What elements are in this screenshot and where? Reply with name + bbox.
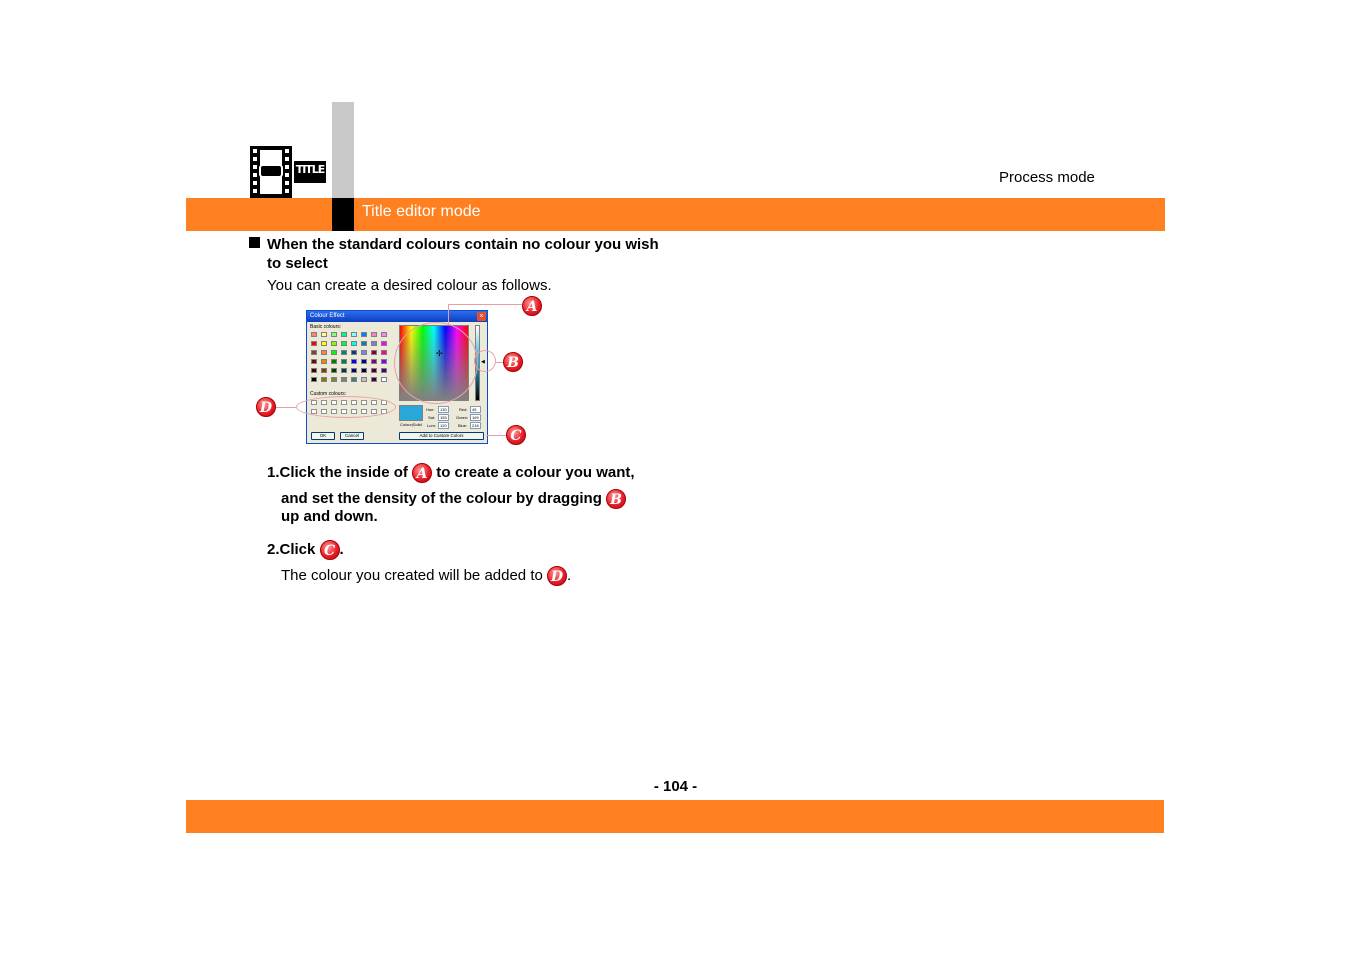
step-1-line-1 — [267, 463, 635, 483]
red-label: Red: — [459, 407, 468, 412]
step-1-text-b: to create a colour you want, — [436, 463, 635, 481]
basic-colour-swatch[interactable] — [351, 368, 357, 373]
result-text — [281, 566, 571, 586]
basic-colour-swatch[interactable] — [311, 368, 317, 373]
basic-colour-swatch[interactable] — [381, 359, 387, 364]
header-black-tab — [332, 198, 354, 231]
basic-colour-swatch[interactable] — [321, 332, 327, 337]
callout-marker-c: C — [506, 425, 526, 445]
green-label: Green: — [456, 415, 469, 420]
basic-colour-swatch[interactable] — [311, 359, 317, 364]
basic-colour-swatch[interactable] — [381, 350, 387, 355]
intro-text: You can create a desired colour as follows. — [267, 277, 552, 294]
basic-colour-swatch[interactable] — [361, 359, 367, 364]
basic-colour-swatch[interactable] — [331, 332, 337, 337]
step-1-line-3: up and down. — [281, 508, 378, 525]
callout-a-line-vertical — [448, 304, 449, 324]
basic-colour-swatch[interactable] — [321, 350, 327, 355]
footer-bar — [186, 800, 1164, 833]
hue-label: Hue: — [426, 407, 435, 412]
basic-colour-swatch[interactable] — [351, 350, 357, 355]
blue-field[interactable]: 216 — [470, 422, 481, 429]
step-2-marker-c: C — [320, 540, 340, 560]
basic-colour-swatch[interactable] — [321, 368, 327, 373]
sat-field[interactable]: 155 — [438, 414, 449, 421]
basic-colour-swatch[interactable] — [371, 377, 377, 382]
basic-colour-swatch[interactable] — [331, 359, 337, 364]
basic-colour-swatch[interactable] — [351, 359, 357, 364]
basic-colour-swatch[interactable] — [351, 332, 357, 337]
basic-colour-swatch[interactable] — [371, 350, 377, 355]
callout-d-line — [276, 407, 296, 408]
callout-b-outline — [474, 350, 496, 372]
result-suffix: . — [567, 566, 572, 584]
section-heading: When the standard colours contain no colour you wish to select — [267, 236, 659, 272]
dialog-titlebar — [307, 311, 487, 322]
blue-label: Blue: — [458, 423, 468, 428]
custom-colours-label: Custom colours: — [310, 391, 347, 397]
hue-field[interactable]: 130 — [438, 406, 449, 413]
callout-c-line — [486, 435, 506, 436]
dialog-title: Colour Effect — [310, 313, 345, 319]
dialog-close-icon[interactable]: × — [477, 312, 486, 321]
lum-label: Lum: — [427, 423, 436, 428]
callout-d-outline — [296, 396, 396, 418]
basic-colour-swatch[interactable] — [311, 341, 317, 346]
heading-bullet-icon — [249, 237, 260, 248]
basic-colour-swatch[interactable] — [311, 377, 317, 382]
basic-colour-swatch[interactable] — [321, 341, 327, 346]
basic-colour-swatch[interactable] — [361, 332, 367, 337]
step-2-suffix: . — [339, 540, 344, 558]
basic-colour-swatch[interactable] — [361, 350, 367, 355]
basic-colour-swatch[interactable] — [361, 377, 367, 382]
basic-colour-swatch[interactable] — [371, 368, 377, 373]
basic-colour-swatch[interactable] — [361, 368, 367, 373]
basic-colour-swatch[interactable] — [321, 377, 327, 382]
add-to-custom-colors-button[interactable]: Add to Custom Colors — [399, 432, 484, 440]
callout-marker-d: D — [256, 397, 276, 417]
basic-colour-swatch[interactable] — [381, 341, 387, 346]
step-1-marker-b: B — [606, 489, 626, 509]
step-2-text: 2.Click — [267, 540, 316, 558]
green-field[interactable]: 169 — [470, 414, 481, 421]
basic-colour-swatch[interactable] — [331, 350, 337, 355]
lum-field[interactable]: 120 — [438, 422, 449, 429]
logo-text: TITLE — [295, 163, 325, 176]
callout-marker-a: A — [522, 296, 542, 316]
basic-colour-swatch[interactable] — [311, 332, 317, 337]
step-1-marker-a: A — [412, 463, 432, 483]
basic-colour-swatch[interactable] — [381, 377, 387, 382]
callout-marker-b: B — [503, 352, 523, 372]
basic-colours-label: Basic colours: — [310, 324, 342, 330]
step-1-text-c: and set the density of the colour by dragging — [281, 489, 602, 507]
crosshair-icon: ✢ — [436, 349, 443, 358]
step-2 — [267, 540, 344, 560]
red-field[interactable]: 45 — [470, 406, 481, 413]
title-mode-logo-icon — [250, 146, 328, 198]
section-title: Title editor mode — [362, 203, 481, 220]
sat-label: Sat: — [428, 415, 436, 420]
basic-colour-swatch[interactable] — [341, 332, 347, 337]
basic-colour-swatch[interactable] — [341, 359, 347, 364]
header-gray-tab — [332, 102, 354, 198]
colour-preview — [399, 405, 423, 421]
basic-colour-swatch[interactable] — [341, 341, 347, 346]
ok-button[interactable]: OK — [311, 432, 335, 440]
page-number: - 104 - — [653, 778, 698, 795]
callout-a-line — [448, 304, 522, 305]
basic-colour-swatch[interactable] — [331, 341, 337, 346]
colour-solid-label: Colour|Solid — [400, 422, 422, 427]
basic-colour-swatch[interactable] — [321, 359, 327, 364]
basic-colour-swatch[interactable] — [361, 341, 367, 346]
cancel-button[interactable]: Cancel — [340, 432, 364, 440]
basic-colour-swatch[interactable] — [351, 377, 357, 382]
basic-colour-swatch[interactable] — [341, 377, 347, 382]
basic-colour-swatch[interactable] — [381, 332, 387, 337]
basic-colour-swatch[interactable] — [371, 341, 377, 346]
basic-colour-swatch[interactable] — [351, 341, 357, 346]
basic-colour-swatch[interactable] — [341, 350, 347, 355]
basic-colour-swatch[interactable] — [371, 332, 377, 337]
basic-colour-swatch[interactable] — [331, 377, 337, 382]
step-1-line-2 — [281, 489, 626, 509]
result-text-prefix: The colour you created will be added to — [281, 566, 543, 584]
basic-colour-swatch[interactable] — [371, 359, 377, 364]
basic-colour-swatch[interactable] — [381, 368, 387, 373]
basic-colour-swatch[interactable] — [331, 368, 337, 373]
callout-a-outline — [394, 322, 478, 404]
basic-colour-swatch[interactable] — [341, 368, 347, 373]
basic-colour-swatch[interactable] — [311, 350, 317, 355]
result-marker-d: D — [547, 566, 567, 586]
luminance-arrow-icon: ◀ — [481, 359, 485, 365]
process-mode-label: Process mode — [999, 169, 1095, 186]
step-1-text-a: 1.Click the inside of — [267, 463, 408, 481]
